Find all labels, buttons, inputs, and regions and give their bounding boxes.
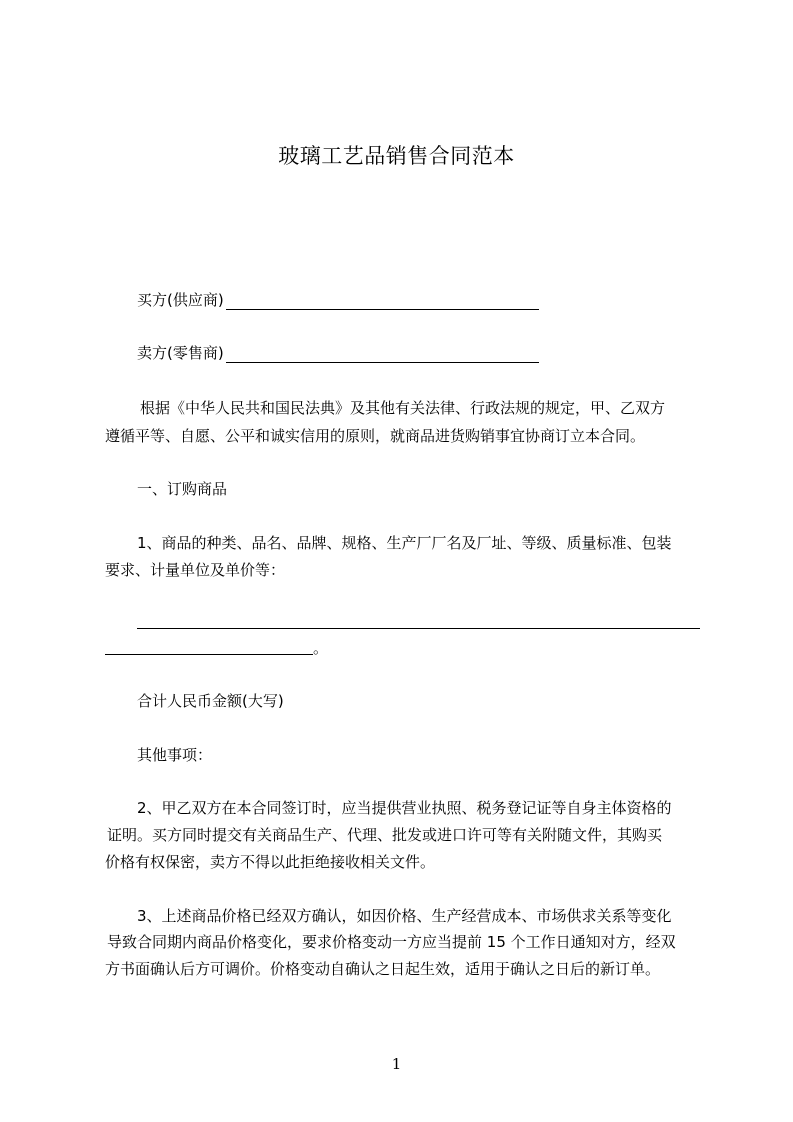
item1-line-1: 1、商品的种类、品名、品牌、规格、生产厂厂名及厂址、等级、质量标准、包装 [137, 534, 672, 552]
item3-line-2: 导致合同期内商品价格变化，要求价格变动一方应当提前 15 个工作日通知对方，经双 [107, 933, 676, 951]
intro-line-2: 遵循平等、自愿、公平和诚实信用的原则，就商品进货购销事宜协商订立本合同。 [105, 427, 646, 445]
total-amount-label: 合计人民币金额(大写) [137, 692, 284, 710]
page-number: 1 [391, 1055, 402, 1073]
buyer-blank[interactable] [226, 293, 539, 310]
other-matters-label: 其他事项： [137, 746, 213, 764]
item2-line-2: 证明。买方同时提交有关商品生产、代理、批发或进口许可等有关附随文件，其购买 [107, 826, 663, 844]
seller-label: 卖方(零售商) [137, 344, 224, 362]
section1-heading: 一、订购商品 [137, 480, 228, 498]
item2-line-1: 2、甲乙双方在本合同签订时，应当提供营业执照、税务登记证等自身主体资格的 [137, 799, 672, 817]
buyer-field [137, 290, 539, 310]
item2-line-3: 价格有权保密，卖方不得以此拒绝接收相关文件。 [105, 853, 436, 871]
goods-blank-line-1[interactable] [137, 628, 700, 629]
document-title: 玻璃工艺品销售合同范本 [278, 144, 515, 168]
seller-blank[interactable] [226, 346, 539, 363]
seller-field [137, 343, 539, 363]
goods-blank-line-2[interactable] [105, 654, 313, 655]
blank-end-mark: 。 [313, 639, 329, 657]
item3-line-3: 方书面确认后方可调价。价格变动自确认之日起生效，适用于确认之日后的新订单。 [105, 960, 661, 978]
item3-line-1: 3、上述商品价格已经双方确认，如因价格、生产经营成本、市场供求关系等变化 [137, 907, 672, 925]
intro-line-1: 根据《中华人民共和国民法典》及其他有关法律、行政法规的规定，甲、乙双方 [140, 399, 666, 417]
buyer-label: 买方(供应商) [137, 291, 224, 309]
item1-line-2: 要求、计量单位及单价等： [105, 561, 286, 579]
